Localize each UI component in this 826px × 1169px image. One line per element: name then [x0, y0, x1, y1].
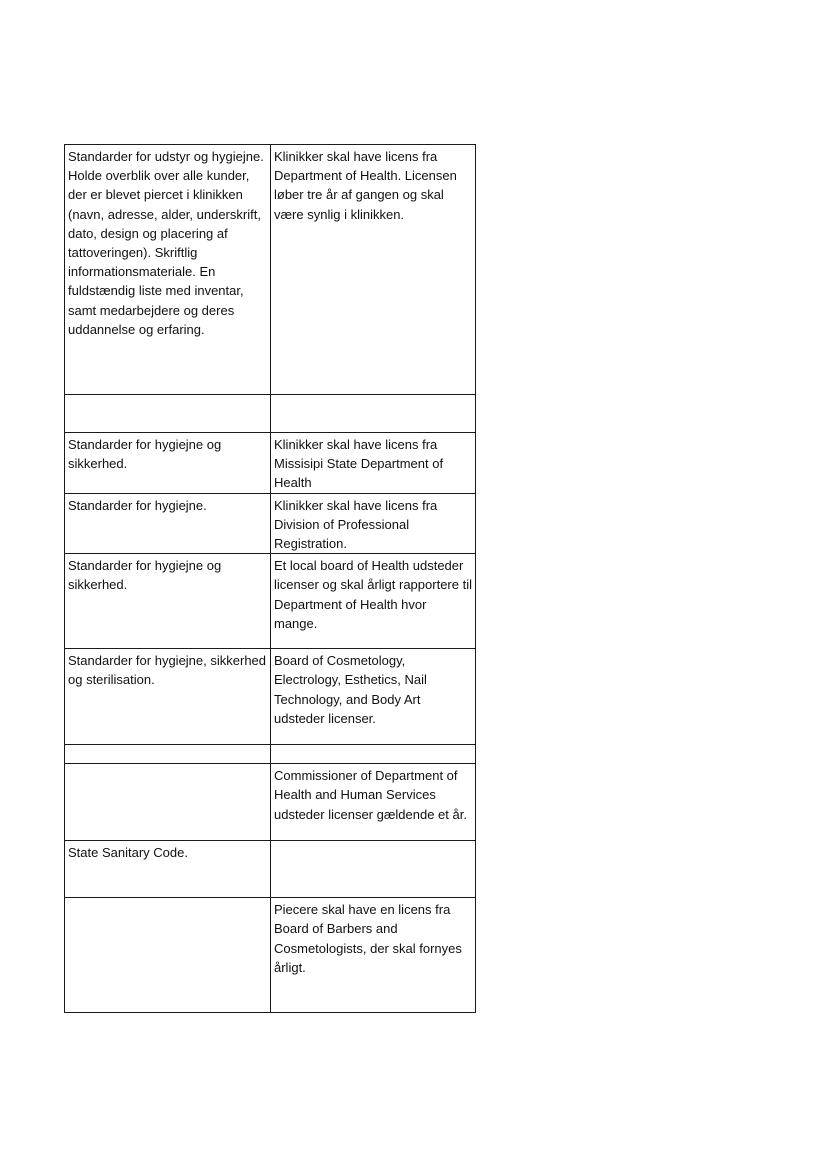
table-row [65, 841, 476, 898]
licensing-cell [271, 745, 476, 764]
regulation-table [64, 144, 476, 1013]
requirements-cell: State Sanitary Code. [65, 841, 271, 898]
table-row [65, 745, 476, 764]
table-row [65, 395, 476, 433]
licensing-cell: Piecere skal have en licens fra Board of Barbers and Cosmetologists, der skal fornyes årligt. [271, 898, 476, 1013]
requirements-cell [65, 898, 271, 1013]
requirements-cell: Standarder for udstyr og hygiejne. Holde overblik over alle kunder, der er blevet piercet i klinikken (navn, adresse, alder, underskrift, dato, design og placering af tattoveringen). Skriftlig informationsmateriale. En fuldstændig liste med inventar, samt medarbejdere og deres uddannelse og erfaring. [65, 145, 271, 395]
requirements-cell: Standarder for hygiejne og sikkerhed. [65, 554, 271, 649]
table-row [65, 493, 476, 554]
licensing-cell: Et local board of Health udsteder licenser og skal årligt rapportere til Department of Health hvor mange. [271, 554, 476, 649]
licensing-cell: Klinikker skal have licens fra Department of Health. Licensen løber tre år af gangen og skal være synlig i klinikken. [271, 145, 476, 395]
table-row [65, 554, 476, 649]
table-row [65, 649, 476, 745]
table-row [65, 764, 476, 841]
requirements-cell: Standarder for hygiejne og sikkerhed. [65, 433, 271, 494]
requirements-cell [65, 764, 271, 841]
licensing-cell [271, 841, 476, 898]
licensing-cell [271, 395, 476, 433]
requirements-cell [65, 395, 271, 433]
licensing-cell: Commissioner of Department of Health and Human Services udsteder licenser gældende et år. [271, 764, 476, 841]
licensing-cell: Klinikker skal have licens fra Division of Professional Registration. [271, 493, 476, 554]
table-row [65, 145, 476, 395]
requirements-cell: Standarder for hygiejne, sikkerhed og sterilisation. [65, 649, 271, 745]
table-row [65, 433, 476, 494]
licensing-cell: Klinikker skal have licens fra Missisipi State Department of Health [271, 433, 476, 494]
licensing-cell: Board of Cosmetology, Electrology, Esthetics, Nail Technology, and Body Art udsteder licenser. [271, 649, 476, 745]
requirements-cell: Standarder for hygiejne. [65, 493, 271, 554]
requirements-cell [65, 745, 271, 764]
table-row [65, 898, 476, 1013]
